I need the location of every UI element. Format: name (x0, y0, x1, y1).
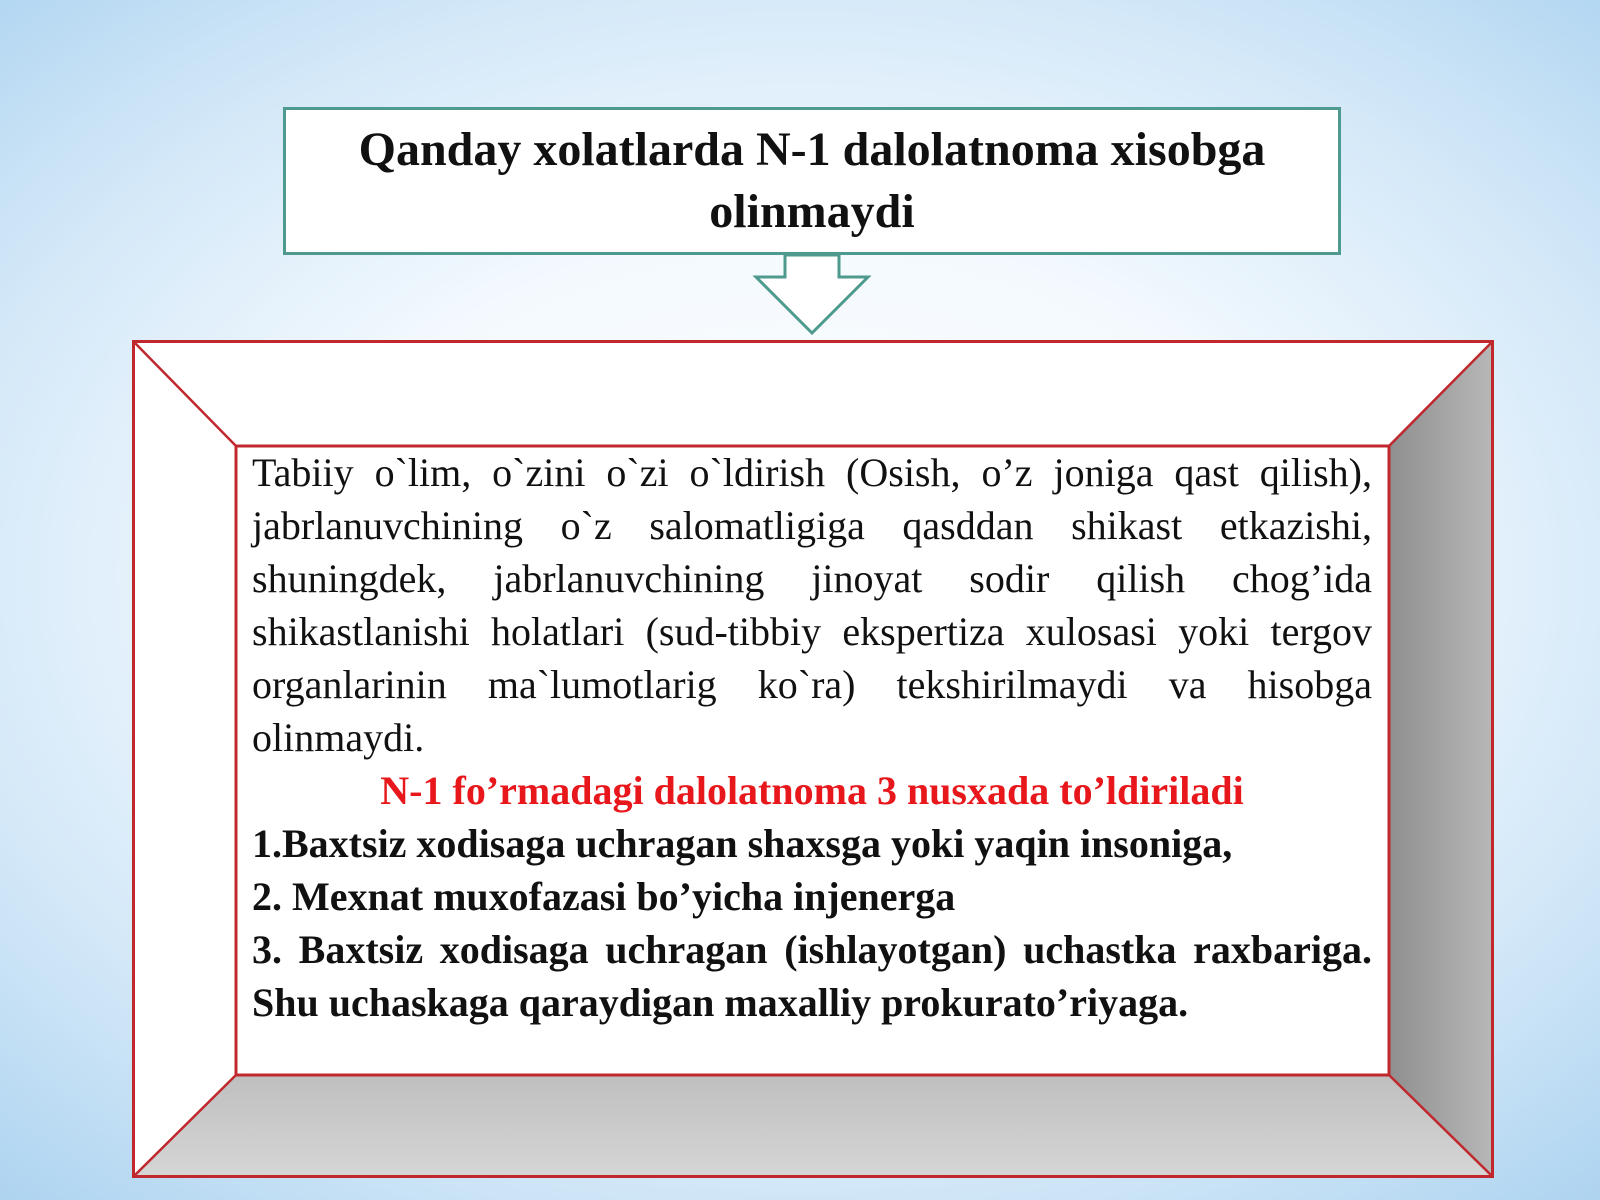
content-block (252, 446, 1372, 1029)
body-paragraph: Tabiiy o`lim, o`zini o`zi o`ldirish (Osish, o’z joniga qast qilish), jabrlanuvchining o`z salomatligiga qasddan shikast etkazishi, shuningdek, jabrlanuvchining jinoyat sodir qilish chog’ida shikastlanishi holatlari (sud-tibbiy ekspertiza xulosasi yoki tergov organlarinin ma`lumotlarig ko`ra) tekshirilmaydi va hisobga olinmaydi. (252, 450, 1372, 760)
list-item: 3. Baxtsiz xodisaga uchragan (ishlayotgan) uchastka raxbariga. Shu uchaskaga qaraydigan maxalliy prokurato’riyaga. (252, 927, 1372, 1025)
page-title: Qanday xolatlarda N-1 dalolatnoma xisobga olinmaydi (358, 123, 1266, 238)
title-box (283, 107, 1341, 255)
copies-heading: N-1 fo’rmadagi dalolatnoma 3 nusxada to’ldiriladi (380, 768, 1244, 813)
list-item: 1.Baxtsiz xodisaga uchragan shaxsga yoki yaqin insoniga, (252, 821, 1233, 866)
list-item: 2. Mexnat muxofazasi bo’yicha injenerga (252, 874, 956, 919)
down-arrow-icon (752, 253, 872, 337)
